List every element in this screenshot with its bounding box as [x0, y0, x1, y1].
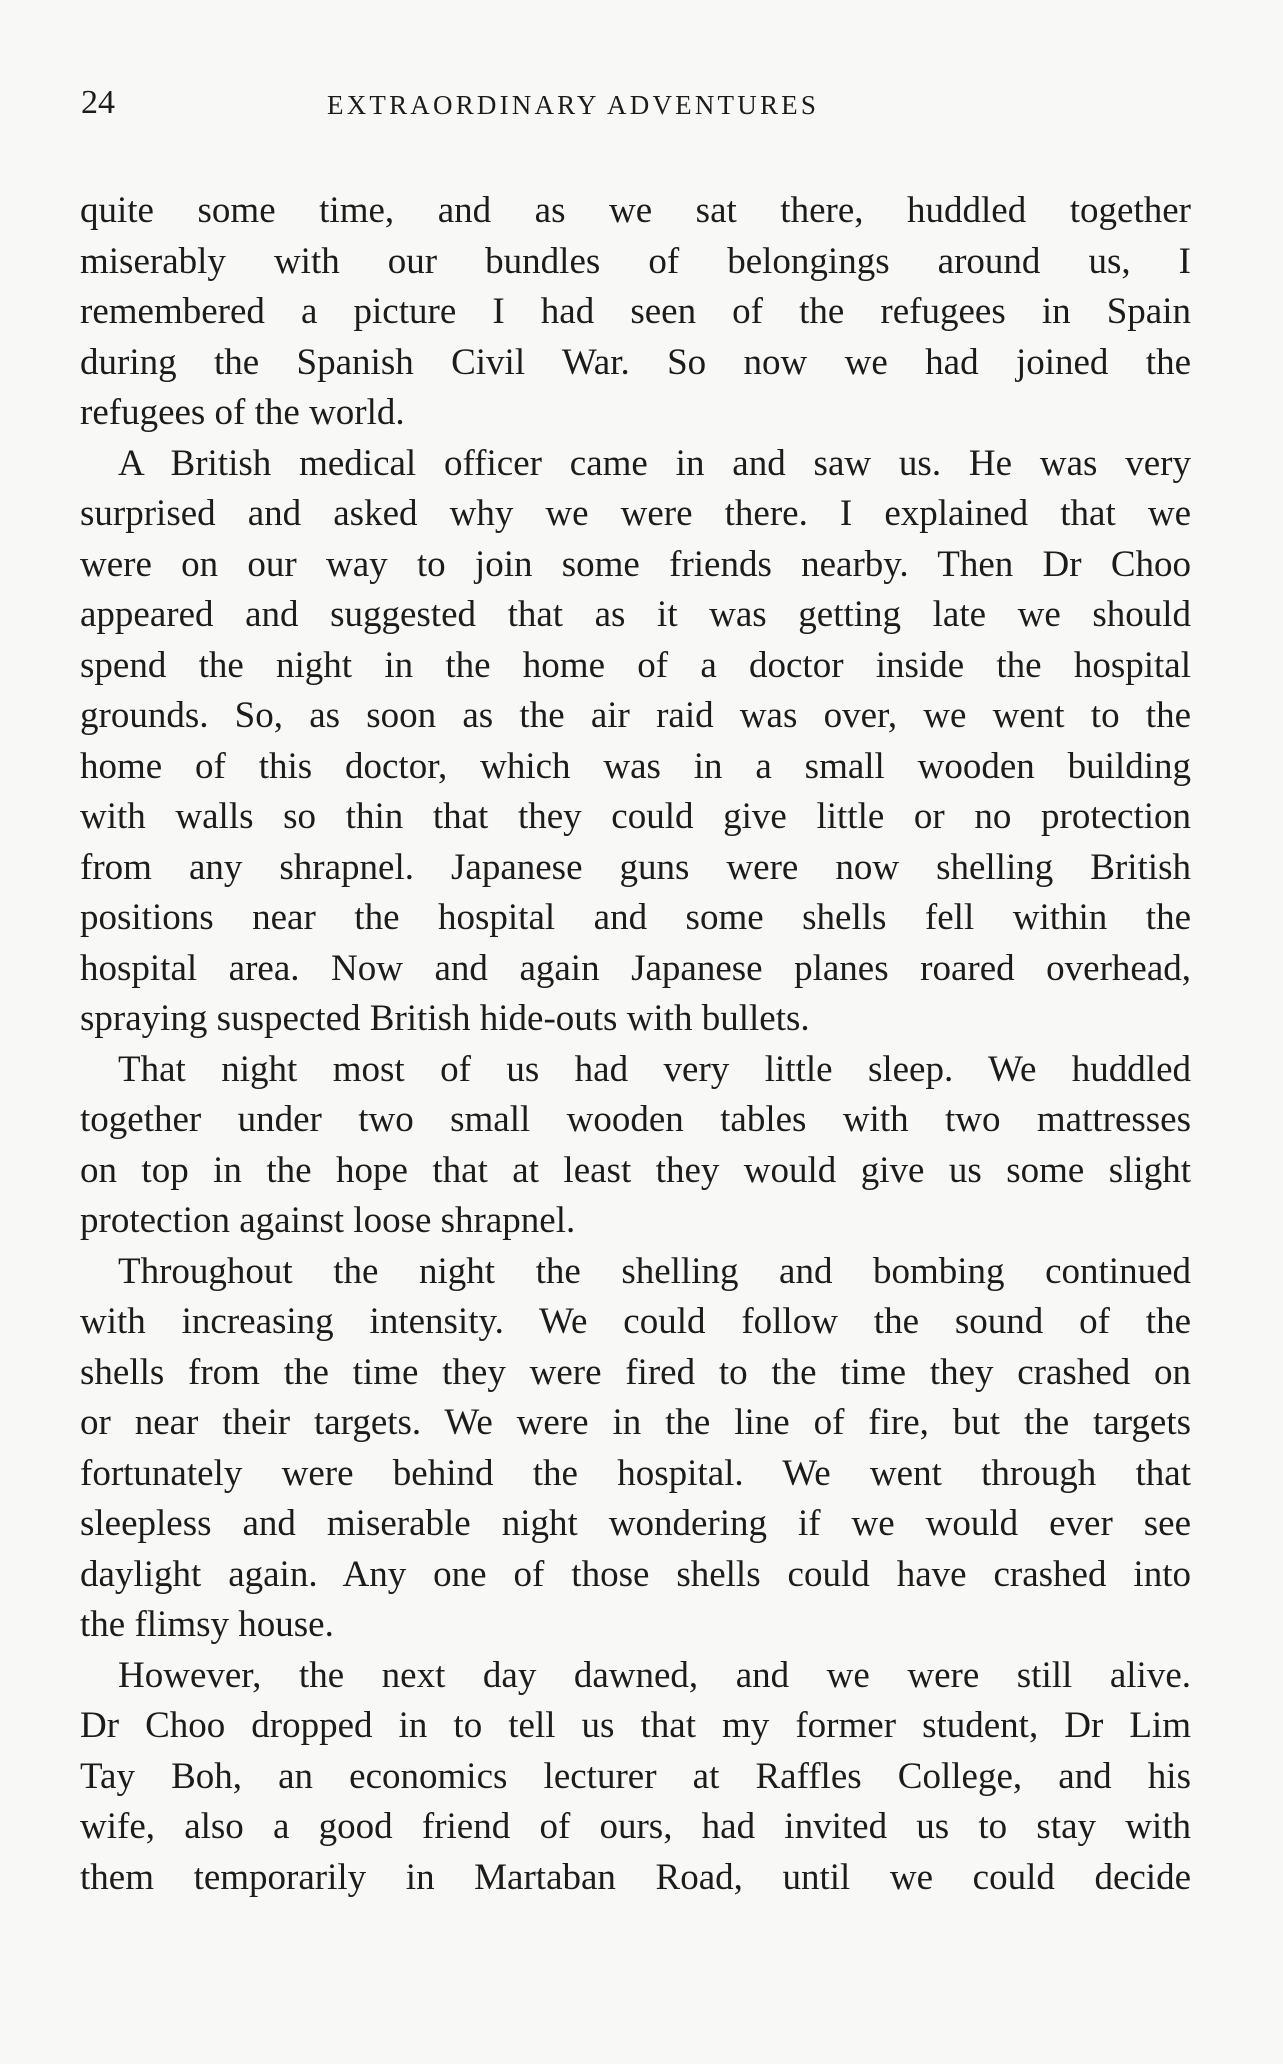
text-line: refugees of the world. — [80, 392, 405, 433]
text-line: daylight again. Any one of those shells could have crashed into — [80, 1553, 1191, 1595]
text-line: remembered a picture I had seen of the refugees in Spain — [80, 291, 1191, 332]
text-line: Dr Choo dropped in to tell us that my former student, Dr Lim — [80, 1705, 1191, 1746]
text-line: from any shrapnel. Japanese guns were now shelling British — [80, 846, 1191, 888]
text-line: sleepless and miserable night wondering if we would ever see — [80, 1503, 1191, 1544]
text-line: on top in the hope that at least they would give us some slight — [80, 1149, 1191, 1191]
text-line: them temporarily in Martaban Road, until we could decide — [80, 1856, 1191, 1898]
text-line: the flimsy house. — [80, 1604, 334, 1645]
text-line: fortunately were behind the hospital. We went through that — [80, 1452, 1191, 1494]
text-line: appeared and suggested that as it was getting late we should — [80, 594, 1191, 635]
text-line: together under two small wooden tables with two mattresses — [80, 1099, 1191, 1140]
text-line: Throughout the night the shelling and bombing continued — [118, 1250, 1191, 1292]
text-line: Tay Boh, an economics lecturer at Raffles College, and his — [80, 1755, 1191, 1797]
text-line: home of this doctor, which was in a small wooden building — [80, 745, 1191, 787]
text-line: were on our way to join some friends nearby. Then Dr Choo — [80, 543, 1191, 585]
text-line: A British medical officer came in and saw us. He was very — [118, 442, 1191, 484]
text-line: quite some time, and as we sat there, huddled together — [80, 190, 1191, 231]
text-line: protection against loose shrapnel. — [80, 1200, 576, 1241]
text-line: positions near the hospital and some shells fell within the — [80, 897, 1191, 938]
text-line: or near their targets. We were in the line of fire, but the targets — [80, 1402, 1191, 1443]
text-line: spraying suspected British hide-outs with bullets. — [80, 998, 810, 1039]
text-line: with walls so thin that they could give little or no protection — [80, 796, 1191, 837]
text-line: during the Spanish Civil War. So now we had joined the — [80, 341, 1191, 383]
running-title: EXTRAORDINARY ADVENTURES — [327, 90, 820, 120]
text-line: surprised and asked why we were there. I explained that we — [80, 493, 1191, 534]
body-text — [80, 186, 1191, 1903]
text-line: spend the night in the home of a doctor inside the hospital — [80, 644, 1191, 686]
text-line: with increasing intensity. We could follow the sound of the — [80, 1301, 1191, 1342]
page-number: 24 — [81, 84, 115, 121]
text-line: grounds. So, as soon as the air raid was over, we went to the — [80, 695, 1191, 736]
text-line: hospital area. Now and again Japanese planes roared overhead, — [80, 947, 1191, 989]
text-line: shells from the time they were fired to the time they crashed on — [80, 1351, 1191, 1393]
text-line: That night most of us had very little sleep. We huddled — [118, 1048, 1191, 1090]
text-line: miserably with our bundles of belongings around us, I — [80, 240, 1191, 282]
text-line: However, the next day dawned, and we were still alive. — [118, 1654, 1191, 1696]
text-line: wife, also a good friend of ours, had invited us to stay with — [80, 1806, 1191, 1847]
